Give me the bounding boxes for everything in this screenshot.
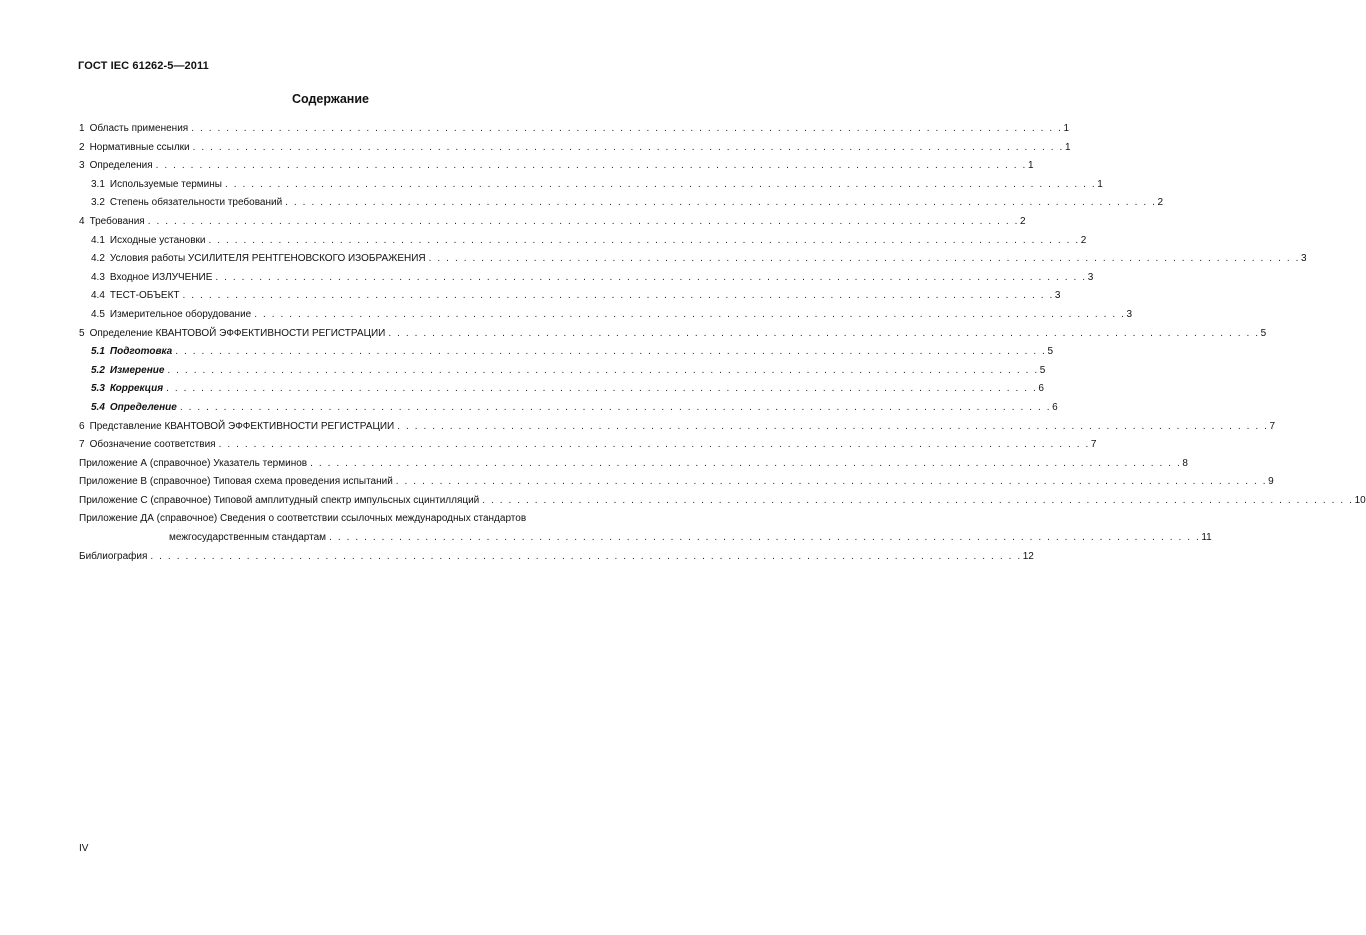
toc-entry-1[interactable] xyxy=(79,122,1070,141)
toc-label: Приложение А (справочное) Указатель терминов xyxy=(79,457,308,469)
toc-entry-appendix-a[interactable] xyxy=(79,457,1188,476)
toc-label: Библиография xyxy=(79,550,148,562)
toc-label: Приложение С (справочное) Типовой амплитудный спектр импульсных сцинтилляций xyxy=(79,494,480,506)
toc-leader: . . . . . . . . . . . . . . . . . . . . . . . . . . . . . . . . . . . . . . . . . . . . . . . . . . . . . . . . . . . . . . . . . . . . . . . . . . . . . . . . . . . . . . . . . . . . . . . . . . . . xyxy=(150,550,1022,562)
toc-entry-5-3[interactable] xyxy=(79,382,1044,401)
toc-label: Условия работы УСИЛИТЕЛЯ РЕНТГЕНОВСКОГО ИЗОБРАЖЕНИЯ xyxy=(109,253,426,265)
toc-entry-6[interactable] xyxy=(79,420,1276,439)
toc-number: 4.2 xyxy=(91,253,105,265)
toc-leader: . . . . . . . . . . . . . . . . . . . . . . . . . . . . . . . . . . . . . . . . . . . . . . . . . . . . . . . . . . . . . . . . . . . . . . . . . . . . . . . . . . . . . . . . . . . . . . . . . . . . xyxy=(167,364,1039,376)
toc-page: 11 xyxy=(1201,532,1212,544)
toc-number: 5 xyxy=(79,327,85,339)
toc-number: 1 xyxy=(79,123,85,134)
table-of-contents xyxy=(79,122,1366,568)
toc-label: Приложение В (справочное) Типовая схема проведения испытаний xyxy=(79,476,393,488)
toc-label: Измерение xyxy=(109,364,165,376)
toc-leader: . . . . . . . . . . . . . . . . . . . . . . . . . . . . . . . . . . . . . . . . . . . . . . . . . . . . . . . . . . . . . . . . . . . . . . . . . . . . . . . . . . . . . . . . . . . . . . . . . . . . xyxy=(395,476,1268,488)
toc-entry-5-2[interactable] xyxy=(79,364,1046,383)
toc-entry-5-4[interactable] xyxy=(79,401,1058,420)
page-title: Содержание xyxy=(291,92,369,106)
toc-label: Используемые термины xyxy=(109,178,222,190)
toc-entry-3-1[interactable] xyxy=(79,178,1103,197)
toc-entry-4[interactable] xyxy=(79,215,1026,234)
toc-page: 6 xyxy=(1038,383,1044,395)
toc-label: Измерительное оборудование xyxy=(109,308,252,320)
toc-label: Область применения xyxy=(89,123,189,134)
toc-leader: . . . . . . . . . . . . . . . . . . . . . . . . . . . . . . . . . . . . . . . . . . . . . . . . . . . . . . . . . . . . . . . . . . . . . . . . . . . . . . . . . . . . . . . . . . . . . . . . . . . . xyxy=(310,457,1182,469)
toc-leader: . . . . . . . . . . . . . . . . . . . . . . . . . . . . . . . . . . . . . . . . . . . . . . . . . . . . . . . . . . . . . . . . . . . . . . . . . . . . . . . . . . . . . . . . . . . . . . . . . . . . xyxy=(147,215,1019,227)
toc-label: Приложение ДА (справочное) Сведения о соответствии ссылочных международных стандартов xyxy=(79,513,527,525)
toc-entry-3[interactable] xyxy=(79,159,1034,178)
toc-page: 1 xyxy=(1027,160,1034,172)
toc-leader: . . . . . . . . . . . . . . . . . . . . . . . . . . . . . . . . . . . . . . . . . . . . . . . . . . . . . . . . . . . . . . . . . . . . . . . . . . . . . . . . . . . . . . . . . . . . . . . . . . . . xyxy=(179,401,1052,413)
toc-page: 1 xyxy=(1063,123,1070,134)
toc-number: 4.3 xyxy=(91,271,105,283)
toc-entry-5-1[interactable] xyxy=(79,345,1054,364)
page-number: IV xyxy=(79,843,89,854)
toc-leader: . . . . . . . . . . . . . . . . . . . . . . . . . . . . . . . . . . . . . . . . . . . . . . . . . . . . . . . . . . . . . . . . . . . . . . . . . . . . . . . . . . . . . . . . . . . . . . . . . . . . xyxy=(166,383,1038,395)
toc-page: 2 xyxy=(1157,197,1164,209)
toc-leader: . . . . . . . . . . . . . . . . . . . . . . . . . . . . . . . . . . . . . . . . . . . . . . . . . . . . . . . . . . . . . . . . . . . . . . . . . . . . . . . . . . . . . . . . . . . . . . . . . . . . xyxy=(329,532,1201,544)
toc-entry-4-2[interactable] xyxy=(79,252,1307,271)
toc-number: 5.1 xyxy=(91,346,105,358)
toc-leader: . . . . . . . . . . . . . . . . . . . . . . . . . . . . . . . . . . . . . . . . . . . . . . . . . . . . . . . . . . . . . . . . . . . . . . . . . . . . . . . . . . . . . . . . . . . . . . . . . . . . xyxy=(192,141,1064,153)
toc-label: Представление КВАНТОВОЙ ЭФФЕКТИВНОСТИ РЕГИСТРАЦИИ xyxy=(89,420,395,432)
toc-entry-4-3[interactable] xyxy=(79,271,1094,290)
toc-leader: . . . . . . . . . . . . . . . . . . . . . . . . . . . . . . . . . . . . . . . . . . . . . . . . . . . . . . . . . . . . . . . . . . . . . . . . . . . . . . . . . . . . . . . . . . . . . . . . . . . . xyxy=(208,234,1080,246)
toc-leader: . . . . . . . . . . . . . . . . . . . . . . . . . . . . . . . . . . . . . . . . . . . . . . . . . . . . . . . . . . . . . . . . . . . . . . . . . . . . . . . . . . . . . . . . . . . . . . . . . . . . xyxy=(388,327,1260,339)
toc-number: 4 xyxy=(79,215,85,227)
toc-entry-appendix-da[interactable] xyxy=(79,512,609,531)
toc-number: 4.1 xyxy=(91,234,105,246)
toc-leader: . . . . . . . . . . . . . . . . . . . . . . . . . . . . . . . . . . . . . . . . . . . . . . . . . . . . . . . . . . . . . . . . . . . . . . . . . . . . . . . . . . . . . . . . . . . . . . . . . . . . xyxy=(191,123,1063,134)
toc-entry-appendix-c[interactable] xyxy=(79,494,1366,513)
toc-entry-4-5[interactable] xyxy=(79,308,1133,327)
toc-label: Определения xyxy=(89,160,153,172)
toc-leader: . . . . . . . . . . . . . . . . . . . . . . . . . . . . . . . . . . . . . . . . . . . . . . . . . . . . . . . . . . . . . . . . . . . . . . . . . . . . . . . . . . . . . . . . . . . . . . . . . . . . xyxy=(482,494,1354,506)
toc-label: Подготовка xyxy=(109,346,173,358)
toc-number: 7 xyxy=(79,439,85,451)
toc-leader: . . . . . . . . . . . . . . . . . . . . . . . . . . . . . . . . . . . . . . . . . . . . . . . . . . . . . . . . . . . . . . . . . . . . . . . . . . . . . . . . . . . . . . . . . . . . . . . . . . . . xyxy=(215,271,1087,283)
toc-entry-appendix-b[interactable] xyxy=(79,475,1274,494)
toc-label: Входное ИЗЛУЧЕНИЕ xyxy=(109,271,213,283)
toc-page: 10 xyxy=(1354,494,1366,506)
toc-page: 1 xyxy=(1064,141,1071,153)
toc-page: 5 xyxy=(1260,327,1267,339)
toc-leader: . . . . . . . . . . . . . . . . . . . . . . . . . . . . . . . . . . . . . . . . . . . . . . . . . . . . . . . . . . . . . . . . . . . . . . . . . . . . . . . . . . . . . . . . . . . . . . . . . . . . xyxy=(155,160,1027,172)
toc-page: 5 xyxy=(1039,364,1046,376)
toc-page: 2 xyxy=(1020,215,1026,227)
toc-page: 3 xyxy=(1054,290,1061,302)
toc-label: Степень обязательности требований xyxy=(109,197,283,209)
toc-page: 3 xyxy=(1300,253,1307,265)
toc-leader: . . . . . . . . . . . . . . . . . . . . . . . . . . . . . . . . . . . . . . . . . . . . . . . . . . . . . . . . . . . . . . . . . . . . . . . . . . . . . . . . . . . . . . . . . . . . . . . . . . . . xyxy=(224,178,1097,190)
toc-page: 6 xyxy=(1052,401,1058,413)
toc-label: Исходные установки xyxy=(109,234,206,246)
toc-label: Определение xyxy=(109,401,177,413)
toc-entry-7[interactable] xyxy=(79,438,1097,457)
toc-page: 7 xyxy=(1090,439,1097,451)
toc-label: ТЕСТ-ОБЪЕКТ xyxy=(109,290,180,302)
toc-number: 4.5 xyxy=(91,308,105,320)
toc-label: межгосударственным стандартам xyxy=(169,532,327,544)
document-header: ГОСТ IEC 61262-5—2011 xyxy=(78,60,209,72)
toc-number: 3.1 xyxy=(91,178,105,190)
toc-leader: . . . . . . . . . . . . . . . . . . . . . . . . . . . . . . . . . . . . . . . . . . . . . . . . . . . . . . . . . . . . . . . . . . . . . . . . . . . . . . . . . . . . . . . . . . . . . . . . . . . . xyxy=(182,290,1054,302)
toc-leader: . . . . . . . . . . . . . . . . . . . . . . . . . . . . . . . . . . . . . . . . . . . . . . . . . . . . . . . . . . . . . . . . . . . . . . . . . . . . . . . . . . . . . . . . . . . . . . . . . . . . xyxy=(254,308,1126,320)
toc-entry-4-1[interactable] xyxy=(79,234,1087,253)
toc-label: Требования xyxy=(89,215,145,227)
toc-number: 5.3 xyxy=(91,383,105,395)
toc-page: 3 xyxy=(1126,308,1133,320)
toc-label: Нормативные ссылки xyxy=(89,141,190,153)
toc-leader: . . . . . . . . . . . . . . . . . . . . . . . . . . . . . . . . . . . . . . . . . . . . . . . . . . . . . . . . . . . . . . . . . . . . . . . . . . . . . . . . . . . . . . . . . . . . . . . . . . . . xyxy=(397,420,1269,432)
toc-label: Обозначение соответствия xyxy=(89,439,216,451)
toc-number: 3 xyxy=(79,160,85,172)
toc-entry-5[interactable] xyxy=(79,327,1267,346)
toc-page: 1 xyxy=(1097,178,1103,190)
toc-page: 2 xyxy=(1080,234,1087,246)
toc-entry-appendix-da-continued[interactable] xyxy=(79,531,1212,550)
toc-page: 12 xyxy=(1022,550,1034,562)
toc-number: 5.2 xyxy=(91,364,105,376)
toc-entry-3-2[interactable] xyxy=(79,196,1164,215)
toc-label: Коррекция xyxy=(109,383,164,395)
toc-leader: . . . . . . . . . . . . . . . . . . . . . . . . . . . . . . . . . . . . . . . . . . . . . . . . . . . . . . . . . . . . . . . . . . . . . . . . . . . . . . . . . . . . . . . . . . . . . . . . . . . . xyxy=(218,439,1090,451)
toc-label: Определение КВАНТОВОЙ ЭФФЕКТИВНОСТИ РЕГИСТРАЦИИ xyxy=(89,327,386,339)
toc-page: 7 xyxy=(1269,420,1276,432)
toc-entry-4-4[interactable] xyxy=(79,289,1061,308)
toc-number: 5.4 xyxy=(91,401,105,413)
toc-leader: . . . . . . . . . . . . . . . . . . . . . . . . . . . . . . . . . . . . . . . . . . . . . . . . . . . . . . . . . . . . . . . . . . . . . . . . . . . . . . . . . . . . . . . . . . . . . . . . . . . . xyxy=(428,253,1300,265)
toc-page: 9 xyxy=(1268,476,1274,488)
toc-page: 3 xyxy=(1087,271,1094,283)
toc-page: 5 xyxy=(1047,346,1054,358)
toc-number: 3.2 xyxy=(91,197,105,209)
toc-entry-bibliography[interactable] xyxy=(79,550,1034,569)
toc-page: 8 xyxy=(1182,457,1188,469)
toc-leader: . . . . . . . . . . . . . . . . . . . . . . . . . . . . . . . . . . . . . . . . . . . . . . . . . . . . . . . . . . . . . . . . . . . . . . . . . . . . . . . . . . . . . . . . . . . . . . . . . . . . xyxy=(175,346,1047,358)
toc-number: 2 xyxy=(79,141,85,153)
toc-leader: . . . . . . . . . . . . . . . . . . . . . . . . . . . . . . . . . . . . . . . . . . . . . . . . . . . . . . . . . . . . . . . . . . . . . . . . . . . . . . . . . . . . . . . . . . . . . . . . . . . . xyxy=(285,197,1157,209)
toc-number: 6 xyxy=(79,420,85,432)
toc-entry-2[interactable] xyxy=(79,141,1071,160)
toc-number: 4.4 xyxy=(91,290,105,302)
